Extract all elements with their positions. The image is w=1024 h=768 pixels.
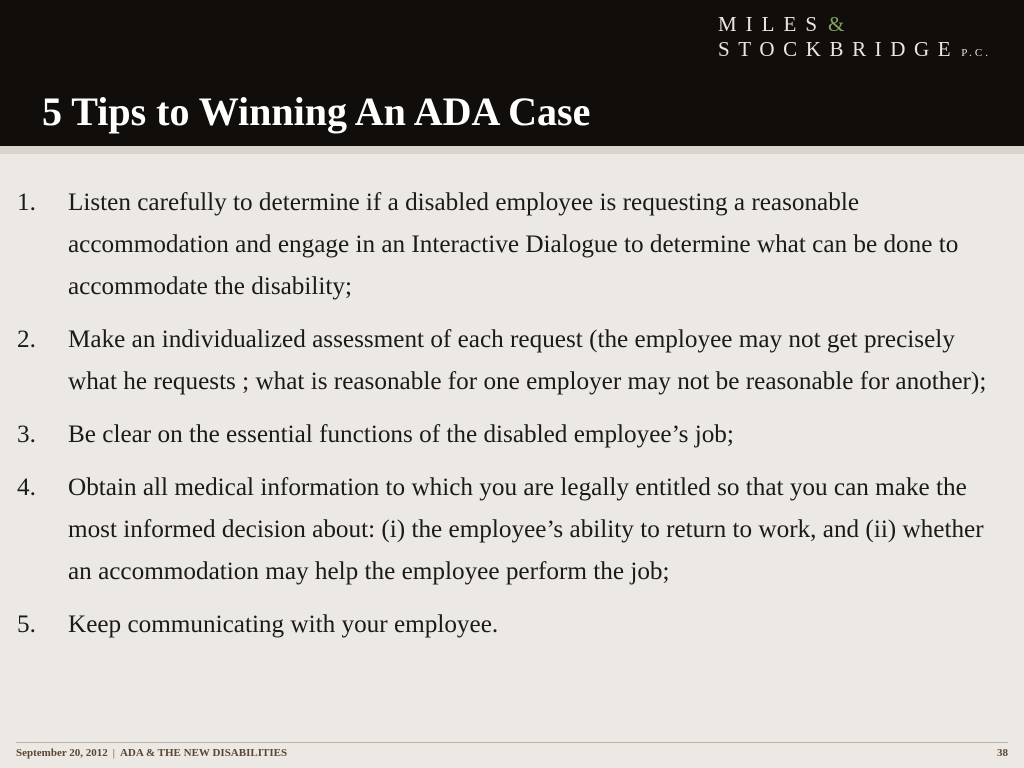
list-item-number: 5. bbox=[17, 611, 36, 638]
slide-title: 5 Tips to Winning An ADA Case bbox=[42, 89, 591, 134]
logo-text-pc: P.C. bbox=[961, 47, 991, 59]
list-item-number: 4. bbox=[17, 474, 36, 501]
list-item-text: Listen carefully to determine if a disabled employee is requesting a reasonable accommodation and engage in an Interactive Dialogue to determine what can be done to accommodate the disability; bbox=[68, 189, 959, 300]
list-item-text: Keep communicating with your employee. bbox=[68, 611, 499, 638]
list-item-number: 3. bbox=[17, 421, 36, 448]
logo-text-stockbridge: STOCKBRIDGE bbox=[718, 37, 960, 61]
page-number: 38 bbox=[997, 747, 1008, 759]
slide-footer bbox=[16, 747, 1008, 763]
list-item bbox=[0, 467, 1000, 593]
footer-date: September 20, 2012 bbox=[16, 747, 108, 759]
list-item bbox=[0, 182, 1000, 308]
list-item-number: 1. bbox=[17, 189, 36, 216]
list-item-text: Obtain all medical information to which you are legally entitled so that you can make the most informed decision about: (i) the employee’s ability to return to work, and (ii) whether an accommodation may help the employee perform the job; bbox=[68, 474, 984, 585]
footer-section: ADA & THE NEW DISABILITIES bbox=[119, 747, 288, 759]
header-divider bbox=[0, 146, 1024, 154]
list-item bbox=[0, 604, 1000, 646]
list-item-number: 2. bbox=[17, 326, 36, 353]
tips-list bbox=[0, 182, 1000, 657]
firm-logo bbox=[718, 14, 991, 60]
footer-separator: | bbox=[112, 747, 115, 759]
header-bar bbox=[0, 0, 1024, 146]
logo-ampersand: & bbox=[828, 12, 845, 36]
logo-text-miles: MILES bbox=[718, 12, 826, 36]
list-item bbox=[0, 319, 1000, 403]
list-item-text: Make an individualized assessment of each request (the employee may not get precisely what he requests ; what is reasonable for one employer may not be reasonable for another); bbox=[68, 326, 987, 395]
footer-divider bbox=[16, 742, 1008, 743]
list-item-text: Be clear on the essential functions of the disabled employee’s job; bbox=[68, 421, 734, 448]
list-item bbox=[0, 414, 1000, 456]
